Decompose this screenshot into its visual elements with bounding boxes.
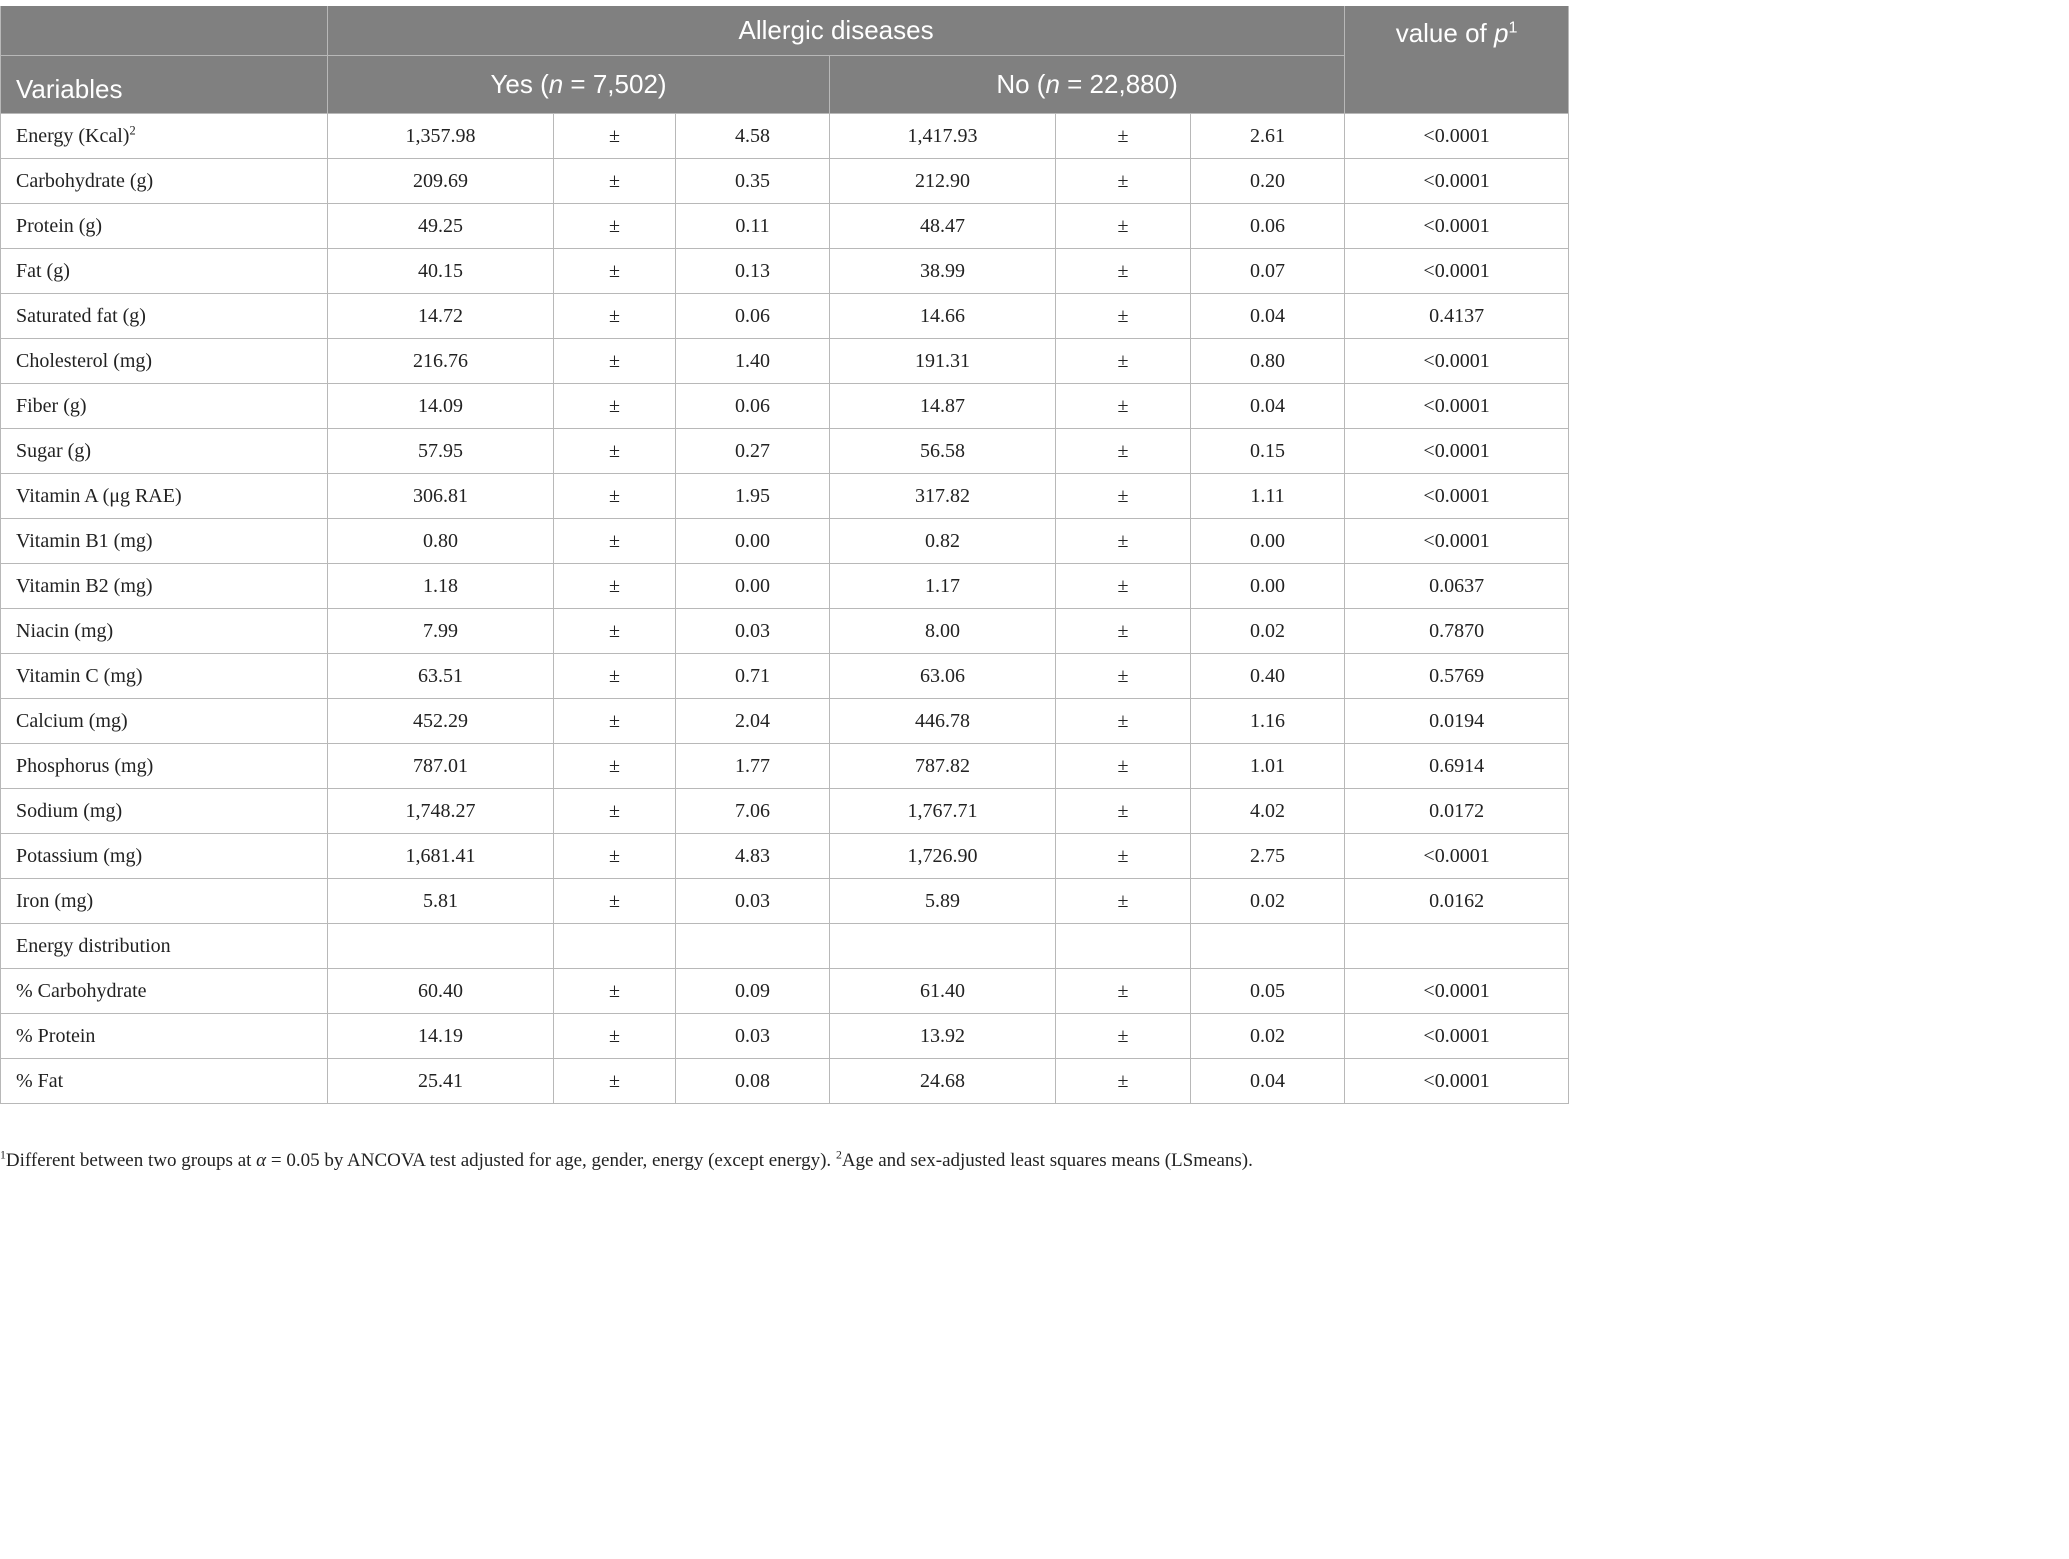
yes-mean-cell: 452.29 — [328, 699, 554, 744]
variables-header: Variables — [1, 56, 328, 114]
pvalue-cell: <0.0001 — [1345, 249, 1569, 294]
no-pm-cell: ± — [1056, 564, 1191, 609]
pvalue-cell: 0.6914 — [1345, 744, 1569, 789]
variable-label: % Fat — [16, 1069, 64, 1092]
yes-se-cell: 0.08 — [676, 1059, 830, 1104]
pvalue-cell: <0.0001 — [1345, 1014, 1569, 1059]
no-pm-cell: ± — [1056, 249, 1191, 294]
no-pm-cell: ± — [1056, 294, 1191, 339]
no-pm-cell: ± — [1056, 474, 1191, 519]
table-row — [1, 429, 1569, 474]
variable-cell — [1, 474, 328, 519]
variable-cell — [1, 1059, 328, 1104]
yes-se-cell: 0.00 — [676, 519, 830, 564]
no-se-cell: 4.02 — [1191, 789, 1345, 834]
no-mean-cell: 14.66 — [830, 294, 1056, 339]
yes-suffix: = 7,502) — [563, 69, 667, 99]
yes-mean-cell: 25.41 — [328, 1059, 554, 1104]
footnote-sup-1: 1 — [0, 1148, 6, 1162]
pvalue-cell: <0.0001 — [1345, 204, 1569, 249]
pvalue-cell: <0.0001 — [1345, 339, 1569, 384]
variable-cell — [1, 384, 328, 429]
yes-mean-cell: 787.01 — [328, 744, 554, 789]
no-pm-cell: ± — [1056, 429, 1191, 474]
yes-se-cell: 4.83 — [676, 834, 830, 879]
yes-se-cell: 0.09 — [676, 969, 830, 1014]
no-mean-cell: 0.82 — [830, 519, 1056, 564]
variable-cell — [1, 654, 328, 699]
footnote-text-1a: Different between two groups at — [5, 1150, 257, 1171]
variable-label: Calcium (mg) — [16, 709, 128, 732]
variable-cell — [1, 879, 328, 924]
table-footnote — [0, 1150, 1568, 1172]
yes-se-cell: 0.11 — [676, 204, 830, 249]
no-pm-cell: ± — [1056, 744, 1191, 789]
yes-pm-cell: ± — [554, 1014, 676, 1059]
yes-pm-cell: ± — [554, 609, 676, 654]
variable-label: Phosphorus (mg) — [16, 754, 154, 777]
pvalue-cell — [1345, 924, 1569, 969]
yes-se-cell: 0.13 — [676, 249, 830, 294]
variable-label: Saturated fat (g) — [16, 304, 146, 327]
nutrient-intake-table — [0, 6, 1569, 1104]
variable-label: Fiber (g) — [16, 394, 87, 417]
no-mean-cell: 38.99 — [830, 249, 1056, 294]
no-se-cell: 0.04 — [1191, 294, 1345, 339]
no-pm-cell: ± — [1056, 519, 1191, 564]
yes-n: n — [548, 69, 564, 99]
no-se-cell: 0.02 — [1191, 1014, 1345, 1059]
yes-mean-cell: 63.51 — [328, 654, 554, 699]
yes-pm-cell: ± — [554, 429, 676, 474]
pvalue-var: p — [1494, 18, 1509, 48]
variable-cell — [1, 789, 328, 834]
table-row — [1, 339, 1569, 384]
variable-label: Niacin (mg) — [16, 619, 114, 642]
variable-cell — [1, 609, 328, 654]
yes-mean-cell: 1,748.27 — [328, 789, 554, 834]
table-row — [1, 564, 1569, 609]
yes-se-cell: 2.04 — [676, 699, 830, 744]
table-row — [1, 204, 1569, 249]
yes-se-cell: 0.00 — [676, 564, 830, 609]
no-mean-cell: 446.78 — [830, 699, 1056, 744]
footnote-text-1b: = 0.05 by ANCOVA test adjusted for age, gender, energy (except energy). — [266, 1150, 836, 1171]
yes-mean-cell: 14.72 — [328, 294, 554, 339]
no-se-cell: 0.00 — [1191, 564, 1345, 609]
yes-pm-cell: ± — [554, 789, 676, 834]
yes-se-cell — [676, 924, 830, 969]
yes-mean-cell: 1,357.98 — [328, 114, 554, 159]
table-row — [1, 744, 1569, 789]
no-mean-cell: 63.06 — [830, 654, 1056, 699]
no-pm-cell — [1056, 924, 1191, 969]
yes-se-cell: 0.71 — [676, 654, 830, 699]
table-row — [1, 1059, 1569, 1104]
variable-cell — [1, 924, 328, 969]
no-mean-cell: 56.58 — [830, 429, 1056, 474]
yes-mean-cell: 306.81 — [328, 474, 554, 519]
variable-label: Vitamin B1 (mg) — [16, 529, 153, 552]
table-row — [1, 789, 1569, 834]
pvalue-cell: <0.0001 — [1345, 969, 1569, 1014]
variable-label: Vitamin A (μg RAE) — [16, 484, 182, 507]
table-row — [1, 879, 1569, 924]
yes-pm-cell: ± — [554, 339, 676, 384]
variable-label: Vitamin C (mg) — [16, 664, 143, 687]
yes-se-cell: 0.06 — [676, 384, 830, 429]
yes-mean-cell: 14.09 — [328, 384, 554, 429]
no-se-cell: 1.11 — [1191, 474, 1345, 519]
no-se-cell: 2.61 — [1191, 114, 1345, 159]
yes-pm-cell: ± — [554, 474, 676, 519]
no-mean-cell: 14.87 — [830, 384, 1056, 429]
no-pm-cell: ± — [1056, 789, 1191, 834]
table-body — [1, 114, 1569, 1104]
no-pm-cell: ± — [1056, 699, 1191, 744]
footnote-sup-2: 2 — [835, 1148, 842, 1162]
variable-cell — [1, 1014, 328, 1059]
yes-pm-cell: ± — [554, 834, 676, 879]
yes-mean-cell: 60.40 — [328, 969, 554, 1014]
yes-pm-cell: ± — [554, 969, 676, 1014]
no-pm-cell: ± — [1056, 204, 1191, 249]
yes-se-cell: 0.06 — [676, 294, 830, 339]
no-se-cell: 0.06 — [1191, 204, 1345, 249]
no-mean-cell: 24.68 — [830, 1059, 1056, 1104]
no-se-cell: 0.04 — [1191, 384, 1345, 429]
no-pm-cell: ± — [1056, 339, 1191, 384]
yes-mean-cell: 1,681.41 — [328, 834, 554, 879]
table-row — [1, 1014, 1569, 1059]
variable-cell — [1, 159, 328, 204]
yes-se-cell: 1.95 — [676, 474, 830, 519]
variable-cell — [1, 834, 328, 879]
yes-se-cell: 1.77 — [676, 744, 830, 789]
variable-cell — [1, 114, 328, 159]
no-mean-cell: 13.92 — [830, 1014, 1056, 1059]
variable-label: Iron (mg) — [16, 889, 94, 912]
variable-cell — [1, 429, 328, 474]
yes-se-cell: 0.35 — [676, 159, 830, 204]
table-row — [1, 474, 1569, 519]
yes-pm-cell: ± — [554, 204, 676, 249]
pvalue-cell: <0.0001 — [1345, 474, 1569, 519]
no-pm-cell: ± — [1056, 969, 1191, 1014]
yes-mean-cell: 0.80 — [328, 519, 554, 564]
yes-se-cell: 0.03 — [676, 879, 830, 924]
variable-label: Sodium (mg) — [16, 799, 123, 822]
no-mean-cell: 5.89 — [830, 879, 1056, 924]
variable-label: Carbohydrate (g) — [16, 169, 154, 192]
variable-sup: 2 — [129, 122, 136, 137]
variable-label: % Carbohydrate — [16, 979, 147, 1002]
no-pm-cell: ± — [1056, 879, 1191, 924]
table-row — [1, 159, 1569, 204]
no-se-cell: 0.07 — [1191, 249, 1345, 294]
pvalue-cell: 0.0637 — [1345, 564, 1569, 609]
pvalue-cell: <0.0001 — [1345, 429, 1569, 474]
no-n: n — [1045, 69, 1060, 99]
yes-mean-cell: 5.81 — [328, 879, 554, 924]
no-se-cell: 2.75 — [1191, 834, 1345, 879]
footnote-text-2: Age and sex-adjusted least squares means (LSmeans). — [841, 1150, 1253, 1171]
variable-label: Energy (Kcal) — [16, 124, 130, 147]
no-mean-cell: 1,726.90 — [830, 834, 1056, 879]
no-se-cell: 0.04 — [1191, 1059, 1345, 1104]
variable-cell — [1, 519, 328, 564]
no-se-cell: 0.05 — [1191, 969, 1345, 1014]
variable-cell — [1, 744, 328, 789]
yes-pm-cell: ± — [554, 114, 676, 159]
variable-cell — [1, 249, 328, 294]
no-mean-cell: 1,417.93 — [830, 114, 1056, 159]
no-mean-cell: 61.40 — [830, 969, 1056, 1014]
no-suffix: = 22,880) — [1059, 69, 1178, 99]
no-se-cell: 1.16 — [1191, 699, 1345, 744]
no-mean-cell: 317.82 — [830, 474, 1056, 519]
yes-pm-cell: ± — [554, 699, 676, 744]
no-pm-cell: ± — [1056, 114, 1191, 159]
no-se-cell — [1191, 924, 1345, 969]
yes-pm-cell: ± — [554, 159, 676, 204]
table-row — [1, 699, 1569, 744]
yes-pm-cell — [554, 924, 676, 969]
variable-label: Protein (g) — [16, 214, 103, 237]
no-se-cell: 0.02 — [1191, 879, 1345, 924]
table-row — [1, 609, 1569, 654]
yes-mean-cell — [328, 924, 554, 969]
variable-label: % Protein — [16, 1024, 96, 1047]
no-se-cell: 0.00 — [1191, 519, 1345, 564]
no-pm-cell: ± — [1056, 1059, 1191, 1104]
table-row — [1, 384, 1569, 429]
yes-se-cell: 1.40 — [676, 339, 830, 384]
yes-mean-cell: 209.69 — [328, 159, 554, 204]
table-row — [1, 249, 1569, 294]
footnote-alpha: α — [256, 1150, 267, 1171]
yes-se-cell: 0.03 — [676, 609, 830, 654]
no-mean-cell: 787.82 — [830, 744, 1056, 789]
header-row-columns — [1, 56, 1569, 114]
no-prefix: No ( — [996, 69, 1046, 99]
allergic-diseases-header: Allergic diseases — [328, 6, 1345, 56]
no-pm-cell: ± — [1056, 159, 1191, 204]
table-row — [1, 654, 1569, 699]
variable-label: Potassium (mg) — [16, 844, 143, 867]
no-pm-cell: ± — [1056, 654, 1191, 699]
yes-se-cell: 7.06 — [676, 789, 830, 834]
yes-pm-cell: ± — [554, 564, 676, 609]
pvalue-cell: 0.0194 — [1345, 699, 1569, 744]
no-group-header — [830, 56, 1345, 114]
table-row — [1, 114, 1569, 159]
yes-mean-cell: 49.25 — [328, 204, 554, 249]
header-row-group — [1, 6, 1569, 56]
table-row — [1, 294, 1569, 339]
variable-cell — [1, 969, 328, 1014]
yes-pm-cell: ± — [554, 654, 676, 699]
yes-group-header — [328, 56, 830, 114]
yes-pm-cell: ± — [554, 384, 676, 429]
variable-label: Energy distribution — [16, 934, 171, 957]
yes-se-cell: 0.03 — [676, 1014, 830, 1059]
pvalue-label: value of — [1395, 18, 1487, 48]
variable-label: Fat (g) — [16, 259, 70, 282]
variable-cell — [1, 204, 328, 249]
variable-cell — [1, 294, 328, 339]
pvalue-cell: <0.0001 — [1345, 159, 1569, 204]
variable-cell — [1, 564, 328, 609]
no-pm-cell: ± — [1056, 384, 1191, 429]
pvalue-cell: 0.7870 — [1345, 609, 1569, 654]
pvalue-cell: 0.0162 — [1345, 879, 1569, 924]
yes-pm-cell: ± — [554, 249, 676, 294]
variable-cell — [1, 339, 328, 384]
no-mean-cell — [830, 924, 1056, 969]
no-mean-cell: 1.17 — [830, 564, 1056, 609]
table-row — [1, 969, 1569, 1014]
no-pm-cell: ± — [1056, 1014, 1191, 1059]
no-pm-cell: ± — [1056, 834, 1191, 879]
yes-mean-cell: 40.15 — [328, 249, 554, 294]
table-row — [1, 834, 1569, 879]
yes-mean-cell: 216.76 — [328, 339, 554, 384]
variable-cell — [1, 699, 328, 744]
no-se-cell: 0.02 — [1191, 609, 1345, 654]
pvalue-cell: <0.0001 — [1345, 1059, 1569, 1104]
table-header — [1, 6, 1569, 114]
yes-mean-cell: 7.99 — [328, 609, 554, 654]
section-row — [1, 924, 1569, 969]
no-se-cell: 0.20 — [1191, 159, 1345, 204]
pvalue-cell: 0.4137 — [1345, 294, 1569, 339]
no-mean-cell: 191.31 — [830, 339, 1056, 384]
variable-label: Sugar (g) — [16, 439, 91, 462]
table-row — [1, 519, 1569, 564]
pvalue-cell: <0.0001 — [1345, 114, 1569, 159]
yes-pm-cell: ± — [554, 294, 676, 339]
yes-se-cell: 0.27 — [676, 429, 830, 474]
yes-pm-cell: ± — [554, 519, 676, 564]
variable-label: Vitamin B2 (mg) — [16, 574, 153, 597]
pvalue-sup: 1 — [1508, 18, 1518, 37]
pvalue-cell: 0.5769 — [1345, 654, 1569, 699]
no-mean-cell: 8.00 — [830, 609, 1056, 654]
yes-pm-cell: ± — [554, 1059, 676, 1104]
header-blank-cell — [1, 6, 328, 56]
no-se-cell: 1.01 — [1191, 744, 1345, 789]
no-mean-cell: 212.90 — [830, 159, 1056, 204]
yes-pm-cell: ± — [554, 744, 676, 789]
no-se-cell: 0.40 — [1191, 654, 1345, 699]
no-mean-cell: 1,767.71 — [830, 789, 1056, 834]
variable-label: Cholesterol (mg) — [16, 349, 153, 372]
no-pm-cell: ± — [1056, 609, 1191, 654]
yes-mean-cell: 57.95 — [328, 429, 554, 474]
yes-se-cell: 4.58 — [676, 114, 830, 159]
no-se-cell: 0.15 — [1191, 429, 1345, 474]
pvalue-cell: <0.0001 — [1345, 384, 1569, 429]
yes-prefix: Yes ( — [490, 69, 549, 99]
no-mean-cell: 48.47 — [830, 204, 1056, 249]
yes-mean-cell: 1.18 — [328, 564, 554, 609]
pvalue-cell: 0.0172 — [1345, 789, 1569, 834]
pvalue-cell: <0.0001 — [1345, 519, 1569, 564]
yes-pm-cell: ± — [554, 879, 676, 924]
pvalue-header — [1345, 6, 1569, 114]
no-se-cell: 0.80 — [1191, 339, 1345, 384]
yes-mean-cell: 14.19 — [328, 1014, 554, 1059]
pvalue-cell: <0.0001 — [1345, 834, 1569, 879]
